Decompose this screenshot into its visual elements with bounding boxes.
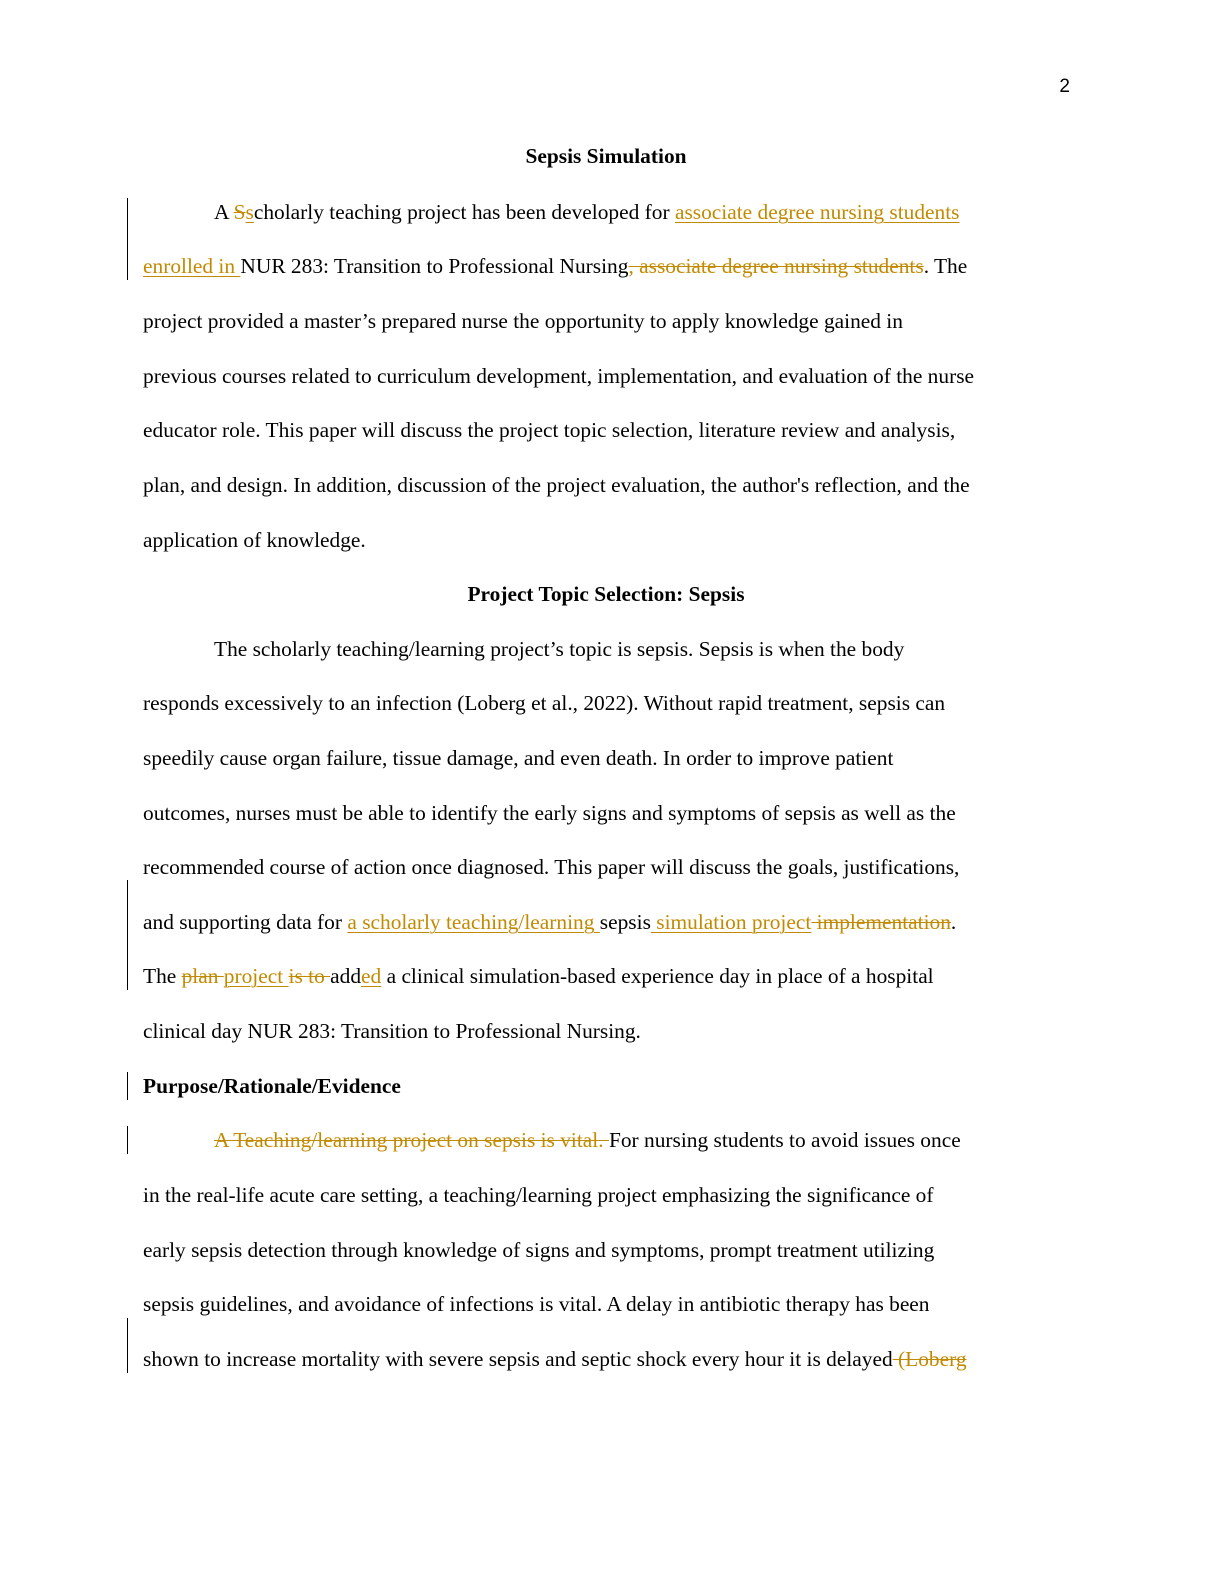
tracked-insertion: associate degree nursing students xyxy=(674,200,960,224)
tracked-deletion: is to xyxy=(288,964,331,988)
paragraph-2-line-2: responds excessively to an infection (Loberg et al., 2022). Without rapid treatment, sepsis can xyxy=(143,691,946,715)
tracked-deletion: implementation xyxy=(811,910,951,934)
tracked-insertion: s xyxy=(245,200,254,224)
tracked-deletion: S xyxy=(233,200,246,224)
paragraph-1-line-7: application of knowledge. xyxy=(143,528,366,552)
paragraph-1-line-1 xyxy=(214,198,960,226)
paragraph-2-line-8: clinical day NUR 283: Transition to Professional Nursing. xyxy=(143,1019,641,1043)
text-run: sepsis xyxy=(599,910,651,934)
change-bar xyxy=(127,1126,128,1154)
paragraph-2-line-7 xyxy=(143,962,934,990)
paragraph-3-line-3: early sepsis detection through knowledge of signs and symptoms, prompt treatment utilizing xyxy=(143,1238,935,1262)
paragraph-2-line-3: speedily cause organ failure, tissue damage, and even death. In order to improve patient xyxy=(143,746,894,770)
paragraph-2-line-4: outcomes, nurses must be able to identify the early signs and symptoms of sepsis as well as the xyxy=(143,801,956,825)
paragraph-2-line-6 xyxy=(143,908,956,936)
change-bar xyxy=(127,198,128,280)
change-bar xyxy=(127,880,128,990)
tracked-deletion: (Loberg xyxy=(892,1347,967,1371)
tracked-insertion: enrolled in xyxy=(143,254,241,278)
document-title: Sepsis Simulation xyxy=(525,144,687,168)
tracked-insertion: project xyxy=(223,964,289,988)
subsection-heading: Purpose/Rationale/Evidence xyxy=(143,1074,401,1098)
change-bar xyxy=(127,1072,128,1100)
tracked-insertion: ed xyxy=(361,964,382,988)
section-heading: Project Topic Selection: Sepsis xyxy=(467,582,745,606)
paragraph-1-line-3: project provided a master’s prepared nurse the opportunity to apply knowledge gained in xyxy=(143,309,903,333)
text-run: shown to increase mortality with severe sepsis and septic shock every hour it is delayed xyxy=(143,1347,893,1371)
tracked-deletion: A Teaching/learning project on sepsis is vital. xyxy=(214,1128,609,1152)
text-run: . xyxy=(950,910,957,934)
text-run: . The xyxy=(923,254,968,278)
text-run: For nursing students to avoid issues once xyxy=(608,1128,961,1152)
tracked-deletion: , associate degree nursing students xyxy=(628,254,924,278)
text-run: add xyxy=(330,964,362,988)
paragraph-1-line-2 xyxy=(143,252,967,280)
paragraph-2-line-5: recommended course of action once diagnosed. This paper will discuss the goals, justifications, xyxy=(143,855,960,879)
text-run: The xyxy=(143,964,182,988)
paragraph-2-line-1: The scholarly teaching/learning project’s topic is sepsis. Sepsis is when the body xyxy=(214,637,905,661)
change-bar xyxy=(127,1318,128,1373)
tracked-insertion: simulation project xyxy=(650,910,812,934)
paragraph-3-line-2: in the real-life acute care setting, a teaching/learning project emphasizing the significance of xyxy=(143,1183,934,1207)
page-number: 2 xyxy=(1059,76,1070,97)
text-run: A xyxy=(214,200,234,224)
paragraph-1-line-4: previous courses related to curriculum development, implementation, and evaluation of the nurse xyxy=(143,364,975,388)
tracked-deletion: plan xyxy=(181,964,224,988)
paragraph-3-line-5 xyxy=(143,1345,967,1373)
tracked-insertion: a scholarly teaching/learning xyxy=(347,910,600,934)
text-run: and supporting data for xyxy=(143,910,348,934)
text-run: NUR 283: Transition to Professional Nursing xyxy=(240,254,629,278)
paragraph-3-line-1 xyxy=(214,1126,961,1154)
text-run: a clinical simulation-based experience day in place of a hospital xyxy=(381,964,934,988)
text-run: cholarly teaching project has been developed for xyxy=(253,200,675,224)
paragraph-1-line-6: plan, and design. In addition, discussion of the project evaluation, the author's reflection, and the xyxy=(143,473,970,497)
paragraph-1-line-5: educator role. This paper will discuss the project topic selection, literature review and analysis, xyxy=(143,418,956,442)
paragraph-3-line-4: sepsis guidelines, and avoidance of infections is vital. A delay in antibiotic therapy has been xyxy=(143,1292,930,1316)
